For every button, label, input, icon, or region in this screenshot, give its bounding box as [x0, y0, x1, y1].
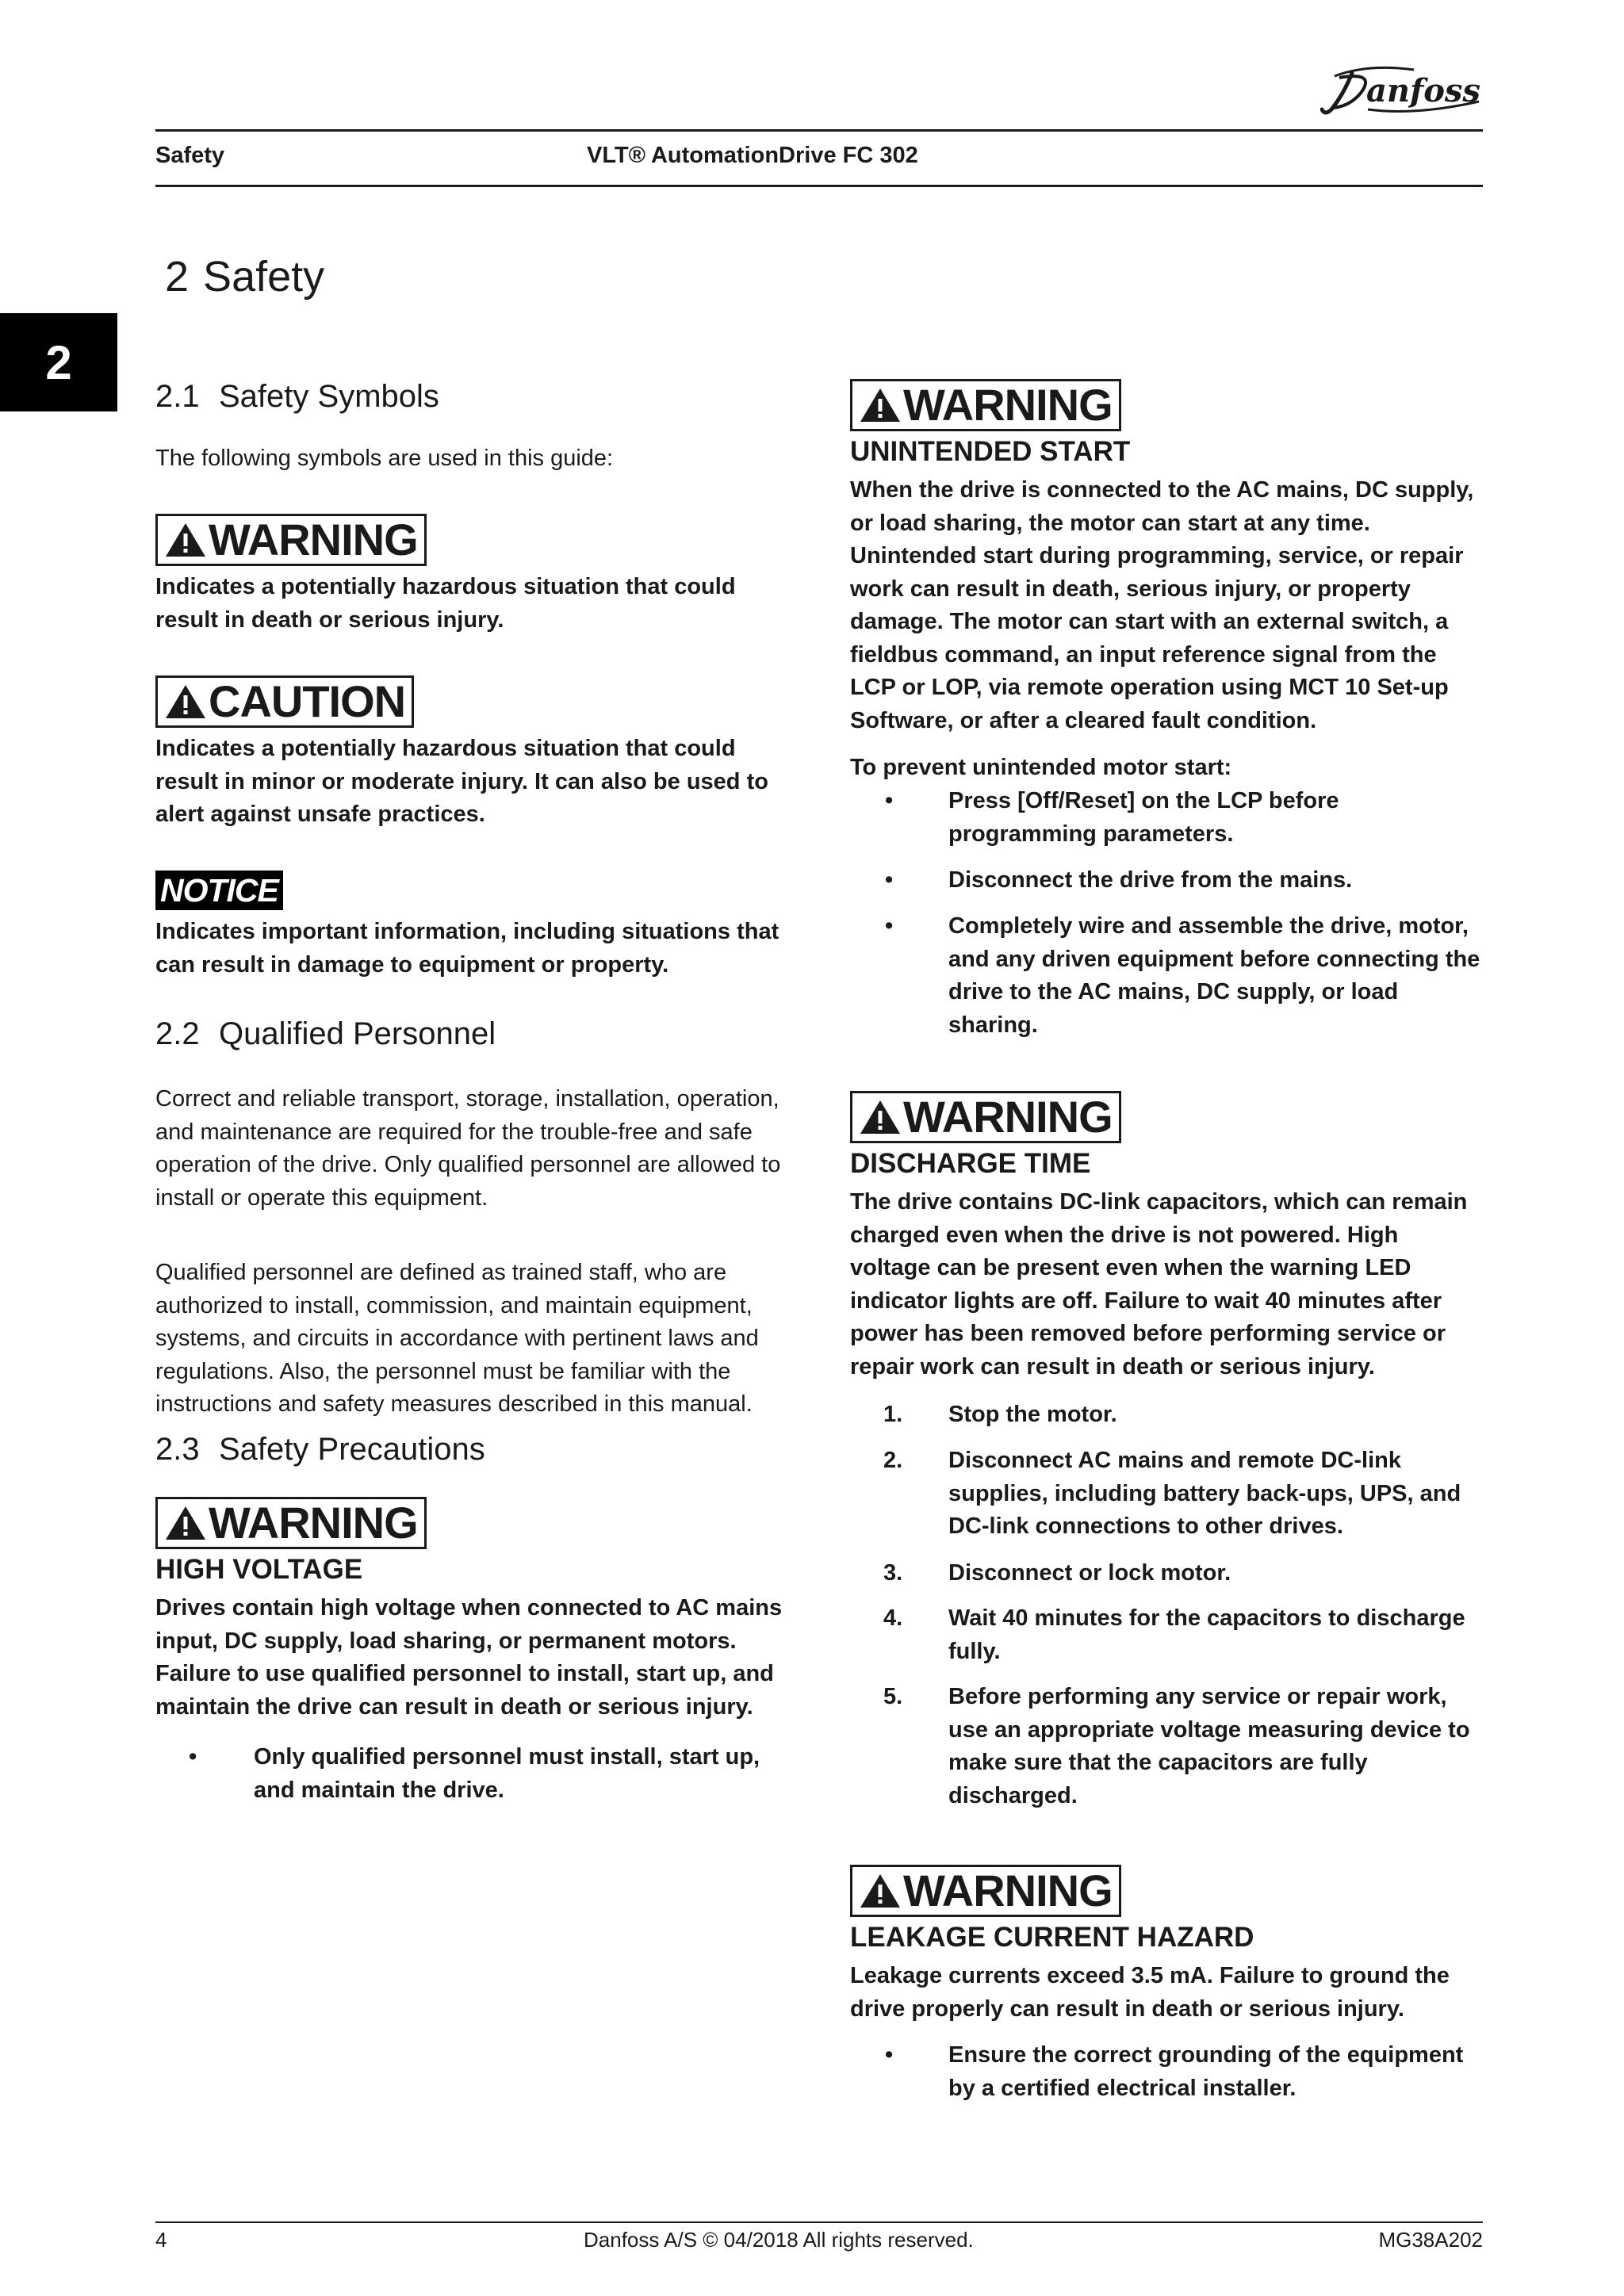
page-number: 4: [155, 2228, 167, 2252]
chapter-heading: [165, 252, 324, 301]
warning-triangle-icon: [859, 1099, 902, 1135]
list-item-text: Disconnect the drive from the mains.: [948, 867, 1353, 893]
list-item-text: Stop the motor.: [948, 1402, 1117, 1427]
warning-title-high-voltage: HIGH VOLTAGE: [155, 1554, 363, 1585]
section-heading-2-2: [155, 1016, 496, 1052]
list-number: 1.: [883, 1402, 903, 1427]
warning-badge: [850, 1091, 1121, 1143]
warning-label: WARNING: [903, 1092, 1113, 1142]
list-item-text: Completely wire and assemble the drive, motor, and any driven equipment before connecting the drive to the AC mains, DC supply, or load sharing.: [948, 913, 1480, 1038]
danfoss-logo: [1320, 62, 1483, 117]
warning-triangle-icon: [164, 522, 207, 558]
warning-title-discharge-time: DISCHARGE TIME: [850, 1148, 1091, 1179]
warning-badge: [850, 379, 1121, 431]
high-voltage-text: Drives contain high voltage when connected to AC mains input, DC supply, load sharing, or permanent motors. Failure to use qualified personnel to install, start up, and maintain the drive can result in death or serious injury.: [155, 1595, 783, 1720]
warning-label: WARNING: [903, 380, 1113, 430]
list-item-text: Only qualified personnel must install, start up, and maintain the drive.: [254, 1744, 760, 1803]
section-title: Safety Symbols: [219, 379, 439, 414]
section-number: 2.1: [155, 379, 200, 414]
qualified-paragraph-1: Correct and reliable transport, storage, installation, operation, and maintenance are required for the trouble-free and safe operation of the drive. Only qualified personnel are allowed to install or operate this equipment.: [155, 1086, 781, 1211]
warning-triangle-icon: [859, 1873, 902, 1909]
notice-description: Indicates important information, including situations that can result in damage to equipment or property.: [155, 919, 779, 978]
list-number: 5.: [883, 1684, 903, 1709]
svg-text:anfoss: anfoss: [1366, 72, 1480, 109]
qualified-paragraph-2: Qualified personnel are defined as trained staff, who are authorized to install, commission, and maintain equipment, systems, and circuits in accordance with pertinent laws and regulations. Also, the personnel must be familiar with the instructions and safety measures described in this manual.: [155, 1260, 759, 1417]
caution-description: Indicates a potentially hazardous situation that could result in minor or moderate injury. It can also be used to alert against unsafe practices.: [155, 736, 768, 827]
chapter-tab: [0, 313, 117, 411]
section-number: 2.3: [155, 1432, 200, 1467]
bullet-icon: •: [885, 867, 894, 893]
bullet-icon: •: [189, 1744, 197, 1770]
section-title: Qualified Personnel: [219, 1016, 496, 1051]
notice-badge: NOTICE: [155, 871, 283, 910]
section-number: 2.2: [155, 1016, 200, 1051]
warning-triangle-icon: [164, 1505, 207, 1541]
chapter-tab-number: 2: [45, 335, 72, 389]
header-title: VLT® AutomationDrive FC 302: [587, 143, 918, 168]
list-item-text: Disconnect AC mains and remote DC-link supplies, including battery back-ups, UPS, and DC-link connections to other drives.: [948, 1448, 1461, 1539]
discharge-time-text: The drive contains DC-link capacitors, which can remain charged even when the drive is not powered. High voltage can be present even when the warning LED indicator lights are off. Failure to wait 40 minutes after power has been removed before performing service or repair work can result in death or serious injury.: [850, 1189, 1468, 1380]
footer-rule: [155, 2221, 1483, 2223]
unintended-start-lead: To prevent unintended motor start:: [850, 755, 1232, 780]
header-section: Safety: [155, 143, 225, 168]
list-item-text: Disconnect or lock motor.: [948, 1560, 1231, 1586]
list-number: 2.: [883, 1448, 903, 1473]
warning-label: WARNING: [209, 1498, 418, 1548]
warning-badge: [155, 1497, 427, 1549]
chapter-number: 2: [165, 253, 190, 300]
section-heading-2-3: [155, 1432, 485, 1468]
warning-description: Indicates a potentially hazardous situation that could result in death or serious injury.: [155, 574, 736, 633]
chapter-title: Safety: [203, 253, 325, 300]
warning-title-unintended-start: UNINTENDED START: [850, 436, 1131, 467]
list-item-text: Wait 40 minutes for the capacitors to discharge fully.: [948, 1605, 1465, 1664]
warning-triangle-icon: [164, 683, 207, 720]
bullet-icon: •: [885, 2042, 894, 2068]
list-item-text: Press [Off/Reset] on the LCP before programming parameters.: [948, 788, 1339, 847]
list-item-text: Ensure the correct grounding of the equipment by a certified electrical installer.: [948, 2042, 1464, 2101]
header-rule-top: [155, 129, 1483, 132]
unintended-start-text: When the drive is connected to the AC mains, DC supply, or load sharing, the motor can start at any time. Unintended start during programming, service, or repair work can result in death, serious injury, or property damage. The motor can start with an external switch, a fieldbus command, an input reference signal from the LCP or LOP, via remote operation using MCT 10 Set-up Software, or after a cleared fault condition.: [850, 477, 1474, 733]
warning-badge: [155, 514, 427, 566]
warning-badge: [850, 1865, 1121, 1917]
list-number: 3.: [883, 1560, 903, 1586]
document-code: MG38A202: [1378, 2228, 1483, 2252]
warning-triangle-icon: [859, 387, 902, 423]
header-rule-bottom: [155, 185, 1483, 187]
caution-badge: [155, 675, 414, 728]
warning-label: WARNING: [209, 515, 418, 564]
caution-label: CAUTION: [209, 676, 406, 726]
footer-copyright: Danfoss A/S © 04/2018 All rights reserved.: [584, 2228, 974, 2252]
bullet-icon: •: [885, 788, 894, 813]
intro-text: The following symbols are used in this guide:: [155, 446, 614, 471]
warning-title-leakage-current: LEAKAGE CURRENT HAZARD: [850, 1922, 1254, 1953]
leakage-current-text: Leakage currents exceed 3.5 mA. Failure to ground the drive properly can result in death or serious injury.: [850, 1963, 1450, 2022]
list-number: 4.: [883, 1605, 903, 1631]
list-item-text: Before performing any service or repair work, use an appropriate voltage measuring device to make sure that the capacitors are fully discharged.: [948, 1684, 1470, 1808]
section-heading-2-1: [155, 379, 439, 415]
warning-label: WARNING: [903, 1866, 1113, 1915]
section-title: Safety Precautions: [219, 1432, 485, 1467]
bullet-icon: •: [885, 913, 894, 939]
